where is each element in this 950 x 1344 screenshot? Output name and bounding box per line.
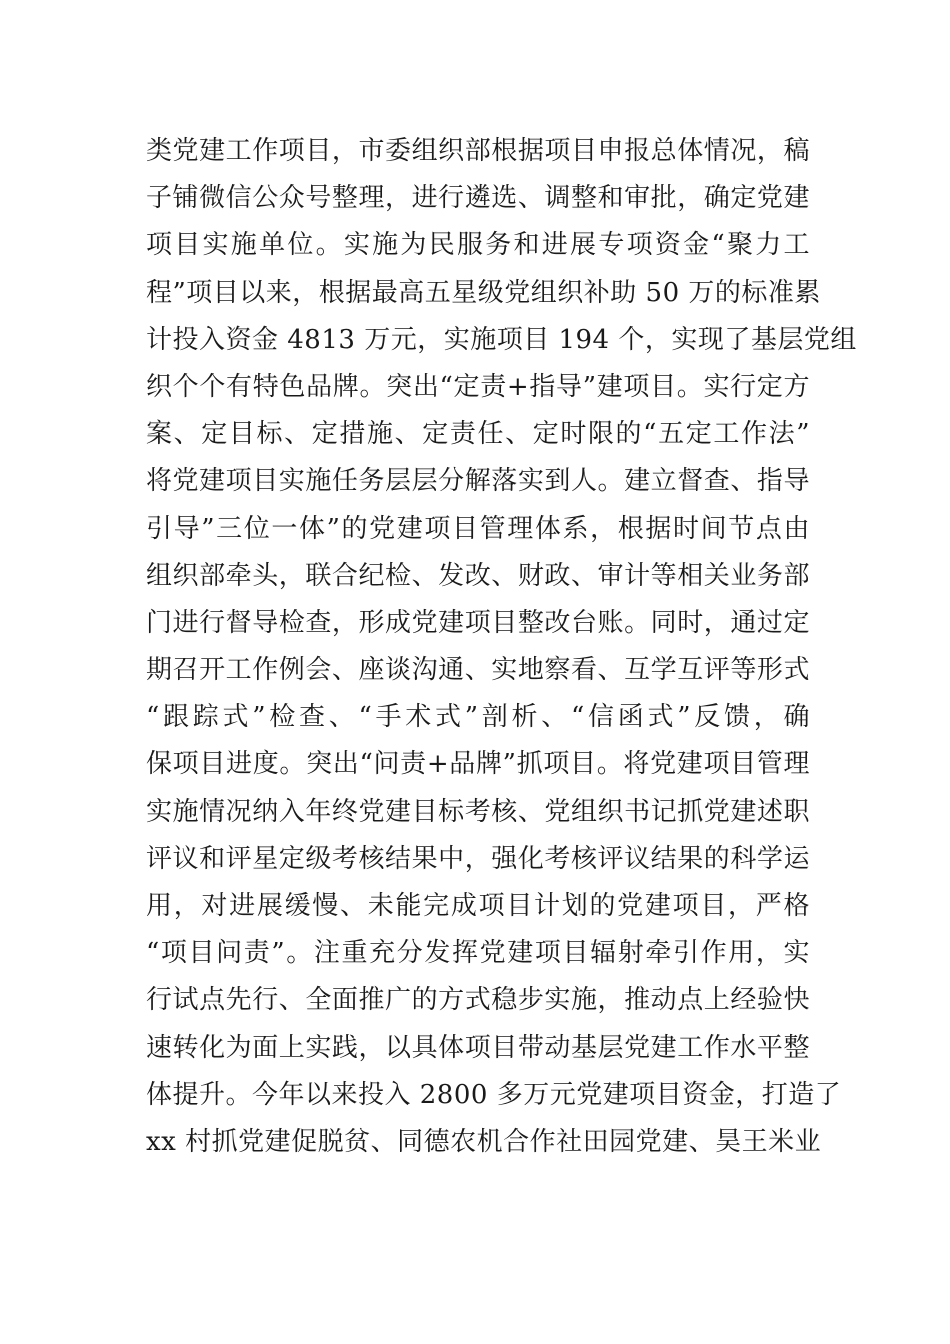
text-line: 门进行督导检查，形成党建项目整改台账。同时，通过定 <box>146 607 810 638</box>
text-line: 计投入资金 4813 万元，实施项目 194 个，实现了基层党组 <box>146 324 857 355</box>
text-line: “项目问责”。注重充分发挥党建项目辐射牵引作用，实 <box>146 938 810 969</box>
text-line: 将党建项目实施任务层层分解落实到人。建立督查、指导 <box>146 466 810 497</box>
text-line: 行试点先行、全面推广的方式稳步实施，推动点上经验快 <box>146 985 810 1016</box>
text-line: 引导”三位一体”的党建项目管理体系，根据时间节点由 <box>146 513 810 544</box>
text-line: 案、定目标、定措施、定责任、定时限的“五定工作法” <box>146 419 810 450</box>
text-line: 用，对进展缓慢、未能完成项目计划的党建项目，严格 <box>146 891 810 921</box>
text-line: xx 村抓党建促脱贫、同德农机合作社田园党建、昊王米业 <box>146 1126 822 1157</box>
text-line: 织个个有特色品牌。突出“定责+指导”建项目。实行定方 <box>146 371 810 402</box>
text-line: 组织部牵头，联合纪检、发改、财政、审计等相关业务部 <box>146 560 810 591</box>
body-text <box>146 128 857 1166</box>
text-line: 速转化为面上实践，以具体项目带动基层党建工作水平整 <box>146 1032 810 1063</box>
text-line: 类党建工作项目，市委组织部根据项目申报总体情况，稿 <box>146 136 810 166</box>
text-line: 子铺微信公众号整理，进行遴选、调整和审批，确定党建 <box>146 183 810 214</box>
text-line: “跟踪式”检查、“手术式”剖析、“信函式”反馈，确 <box>146 702 810 733</box>
text-line: 保项目进度。突出“问责+品牌”抓项目。将党建项目管理 <box>146 749 810 780</box>
text-line: 评议和评星定级考核结果中，强化考核评议结果的科学运 <box>146 843 810 874</box>
text-line: 体提升。今年以来投入 2800 多万元党建项目资金，打造了 <box>146 1079 842 1110</box>
text-line: 项目实施单位。实施为民服务和进展专项资金“聚力工 <box>146 230 810 261</box>
text-line: 期召开工作例会、座谈沟通、实地察看、互学互评等形式 <box>146 655 810 686</box>
text-line: 实施情况纳入年终党建目标考核、党组织书记抓党建述职 <box>146 796 810 827</box>
text-line: 程”项目以来，根据最高五星级党组织补助 50 万的标准累 <box>146 277 821 308</box>
